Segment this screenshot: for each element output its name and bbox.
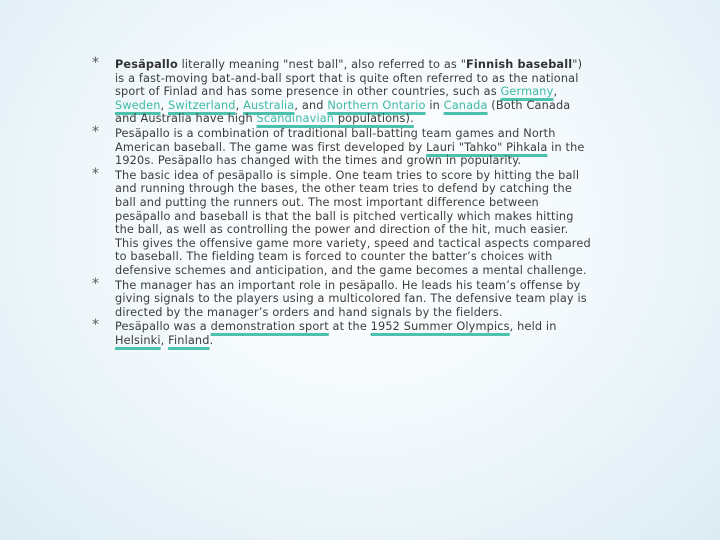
bullet-text: , [160,98,169,112]
bullet-star-icon: * [92,317,100,334]
bullet-text: , and [294,98,328,112]
hyperlink[interactable]: Helsinki [115,333,161,347]
bullet-text: in the 1920s. Pesäpallo has changed with the times and grown in popularity. [115,140,585,168]
bullet-text: The basic idea of pesäpallo is simple. One team tries to score by hitting the ball and running through the bases, the other team tries to defend by catching the ball and putting the runners out. The most important difference between pesäpallo and baseball is that the ball is pitched vertically which makes hitting the ball, as well as controlling the power and direction of the hit, much easier. This gives the offensive game more variety, speed and tactical aspects compared to baseball. The fielding team is forced to counter the batter’s choices with defensive schemes and anticipation, and the game becomes a mental challenge. [115,168,591,277]
bullet-item [92,123,592,168]
hyperlink[interactable]: populations). [334,112,414,126]
hyperlink[interactable]: Germany [500,85,554,99]
bullet-text: (Both Canada and Australia have high [115,98,571,126]
bullet-star-icon: * [92,55,100,71]
bullet-item [92,165,592,278]
hyperlink[interactable]: Sweden [115,98,161,112]
hyperlink[interactable]: Finland [168,333,210,347]
bullet-text: at the [328,320,371,334]
bullet-star-icon: * [92,123,100,140]
bullet-star-icon: * [92,275,100,292]
bullet-text: Pesäpallo is a combination of traditional ball-batting team games and North American baseball. The game was first developed by [115,126,556,154]
bullet-text: , [160,333,169,347]
bullet-text: , [235,98,244,112]
bullet-item [92,55,592,126]
bullet-star-icon: * [92,165,100,182]
hyperlink[interactable]: Scandinavian [256,112,335,126]
bold-term: Finnish baseball [466,58,573,71]
bullet-text: . [209,333,214,347]
bullet-text: ") is a fast-moving bat-and-ball sport that is quite often referred to as the national sport of Finlad and has some presence in other countries, such as [115,58,583,99]
bullet-item [92,317,592,347]
hyperlink[interactable]: Lauri "Tahko" Pihkala [426,140,548,154]
hyperlink[interactable]: demonstration sport [210,320,329,334]
bullet-item [92,275,592,320]
hyperlink[interactable]: 1952 Summer Olympics [370,320,510,334]
bullet-text: Pesäpallo was a [115,320,211,334]
hyperlink[interactable]: Northern Ontario [327,98,426,112]
bullet-text: literally meaning "nest ball", also referred to as " [177,58,467,71]
bullet-text: in [425,98,444,112]
bold-term: Pesäpallo [115,58,178,71]
hyperlink[interactable]: Canada [443,98,488,112]
bullet-text: , [553,85,558,99]
bullet-list [92,55,592,348]
bullet-text: The manager has an important role in pesäpallo. He leads his team’s offense by giving signals to the players using a multicolored fan. The defensive team play is directed by the manager’s orders and hand signals by the fielders. [115,278,587,319]
hyperlink[interactable]: Australia [243,98,295,112]
bullet-text: , held in [509,320,557,334]
hyperlink[interactable]: Switzerland [168,98,236,112]
